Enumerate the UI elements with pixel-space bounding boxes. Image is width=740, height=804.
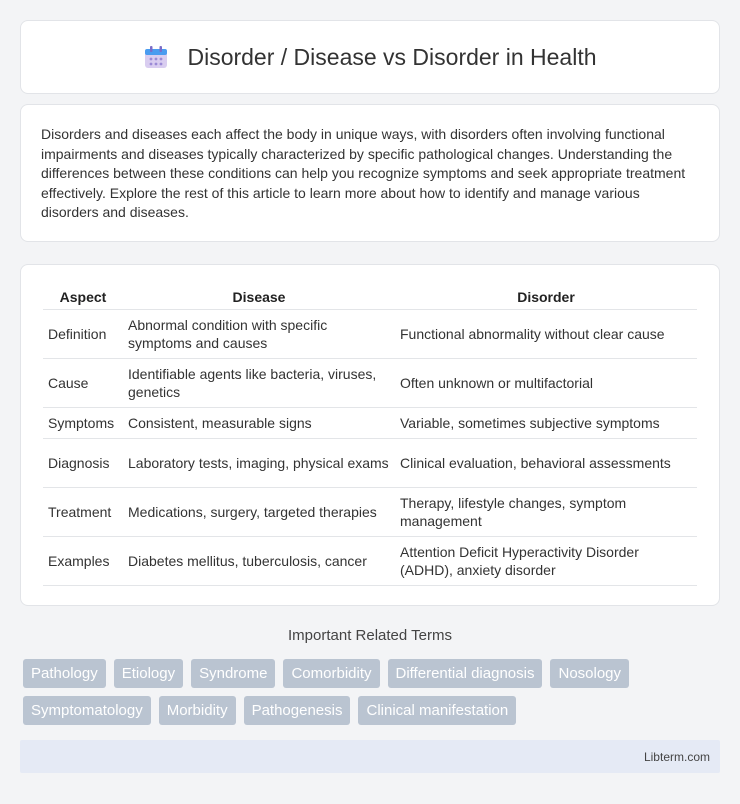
comparison-table-card [20,264,720,606]
cell-disease: Medications, surgery, targeted therapies [123,488,395,537]
cell-aspect: Symptoms [43,408,123,439]
tag-comorbidity[interactable]: Comorbidity [283,659,379,688]
tag-symptomatology[interactable]: Symptomatology [23,696,151,725]
cell-disorder: Therapy, lifestyle changes, symptom management [395,488,697,537]
cell-disorder: Often unknown or multifactorial [395,359,697,408]
cell-aspect: Diagnosis [43,439,123,488]
tag-syndrome[interactable]: Syndrome [191,659,275,688]
table-row [43,310,697,359]
table-row [43,359,697,408]
table-header-row [43,285,697,310]
tag-pathology[interactable]: Pathology [23,659,106,688]
cell-disease: Laboratory tests, imaging, physical exams [123,439,395,488]
cell-aspect: Treatment [43,488,123,537]
cell-disease: Identifiable agents like bacteria, viruses, genetics [123,359,395,408]
header-card [20,20,720,94]
related-terms-tags [23,659,723,725]
cell-disorder: Variable, sometimes subjective symptoms [395,408,697,439]
cell-aspect: Definition [43,310,123,359]
tag-nosology[interactable]: Nosology [550,659,629,688]
intro-card [20,104,720,242]
intro-text: Disorders and diseases each affect the body in unique ways, with disorders often involving functional impairments and diseases typically characterized by specific pathological changes. Understanding the differences between these conditions can help you recognize symptoms and seek appropriate treatment effectively. Explore the rest of this article to learn more about how to identify and manage various disorders and diseases. [41,126,686,221]
page-title: Disorder / Disease vs Disorder in Health [187,43,597,70]
header-disorder: Disorder [395,285,697,310]
header-aspect: Aspect [43,285,123,310]
tag-differential-diagnosis[interactable]: Differential diagnosis [388,659,543,688]
cell-disease: Diabetes mellitus, tuberculosis, cancer [123,537,395,586]
cell-disease: Consistent, measurable signs [123,408,395,439]
cell-disorder: Functional abnormality without clear cause [395,310,697,359]
cell-disease: Abnormal condition with specific symptoms and causes [123,310,395,359]
tag-clinical-manifestation[interactable]: Clinical manifestation [358,696,516,725]
cell-aspect: Examples [43,537,123,586]
comparison-table [43,285,697,586]
calendar-icon [143,44,169,70]
table-row [43,408,697,439]
tag-etiology[interactable]: Etiology [114,659,183,688]
tag-morbidity[interactable]: Morbidity [159,696,236,725]
table-row [43,537,697,586]
related-terms-title: Important Related Terms [288,627,452,644]
table-row [43,439,697,488]
cell-disorder: Attention Deficit Hyperactivity Disorder (ADHD), anxiety disorder [395,537,697,586]
cell-disorder: Clinical evaluation, behavioral assessments [395,439,697,488]
footer-brand-link[interactable]: Libterm.com [643,749,710,764]
header-inner [143,44,596,71]
table-row [43,488,697,537]
footer [20,740,720,773]
cell-aspect: Cause [43,359,123,408]
header-disease: Disease [123,285,395,310]
tag-pathogenesis[interactable]: Pathogenesis [244,696,351,725]
